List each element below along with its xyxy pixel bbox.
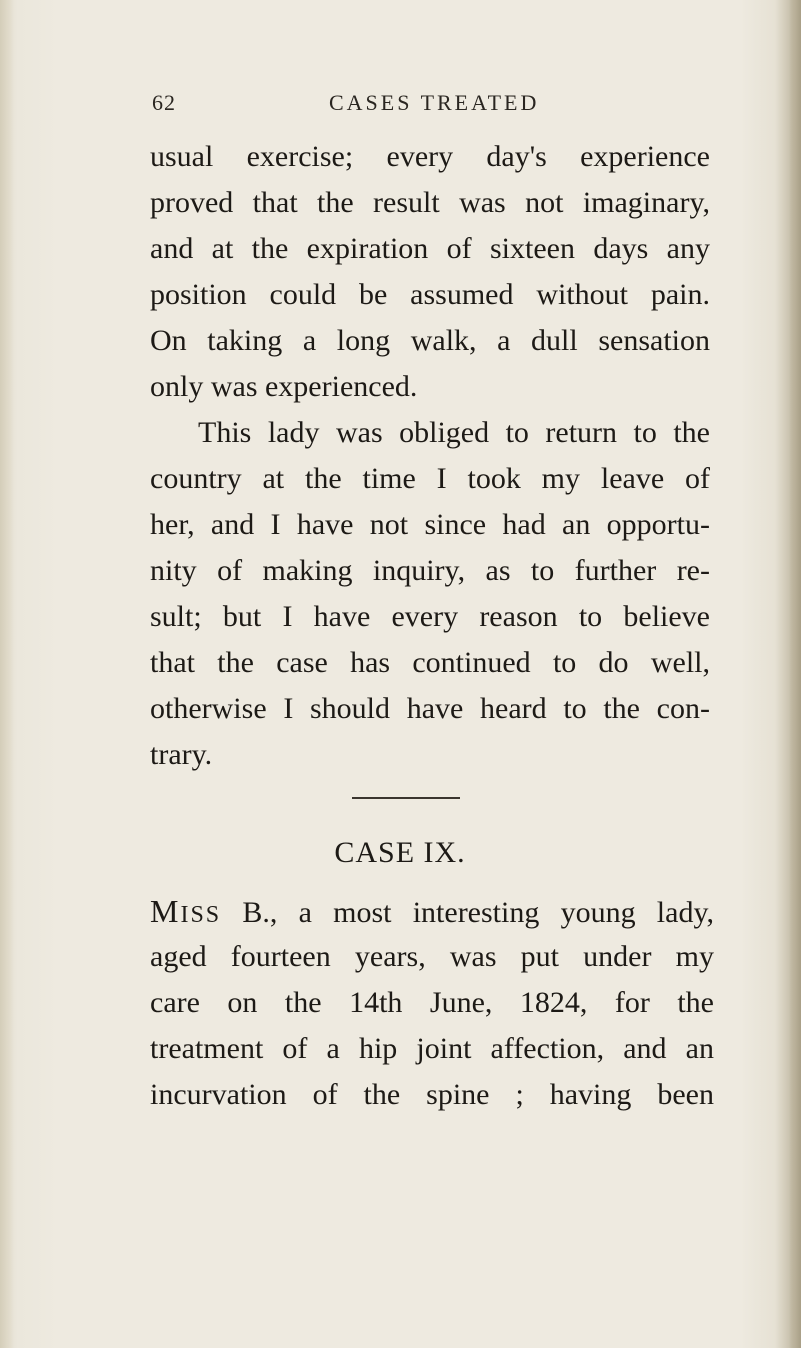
text-line: care on the 14th June, 1824, for the <box>150 986 714 1019</box>
text-line: incurvation of the spine ; having been <box>150 1078 714 1111</box>
text-line: aged fourteen years, was put under my <box>150 940 714 973</box>
text-line: country at the time I took my leave of <box>150 462 710 495</box>
case-heading: CASE IX. <box>334 836 466 869</box>
running-head <box>152 90 652 122</box>
lead-name <box>150 893 222 929</box>
body-text-lower <box>150 888 714 1118</box>
text-line: proved that the result was not imaginary, <box>150 186 710 219</box>
text-line: trary. <box>150 738 213 771</box>
text-line: This lady was obliged to return to the <box>198 416 710 449</box>
text-line: sult; but I have every reason to believe <box>150 600 710 633</box>
page-edge-right <box>789 0 801 1348</box>
section-divider <box>352 797 460 799</box>
text-line: otherwise I should have heard to the con- <box>150 692 710 725</box>
lead-line-rest: B., a most interesting young lady, <box>221 896 714 929</box>
text-line: and at the expiration of sixteen days any <box>150 232 710 265</box>
text-line: only was experienced. <box>150 370 418 403</box>
page-number: 62 <box>152 90 176 115</box>
text-line: On taking a long walk, a dull sensation <box>150 324 710 357</box>
text-line: usual exercise; every day's experience <box>150 140 710 173</box>
text-line: that the case has continued to do well, <box>150 646 710 679</box>
text-line: her, and I have not since had an opportu- <box>150 508 710 541</box>
running-title: CASES TREATED <box>329 90 540 115</box>
body-text-upper <box>150 134 710 778</box>
text-line: treatment of a hip joint affection, and an <box>150 1032 714 1065</box>
text-line-lead <box>150 888 714 934</box>
lead-smallcaps: ISS <box>180 902 222 928</box>
page-gutter-left <box>0 0 14 1348</box>
text-line: nity of making inquiry, as to further re- <box>150 554 710 587</box>
lead-initial: M <box>150 893 181 929</box>
text-line: position could be assumed without pain. <box>150 278 710 311</box>
